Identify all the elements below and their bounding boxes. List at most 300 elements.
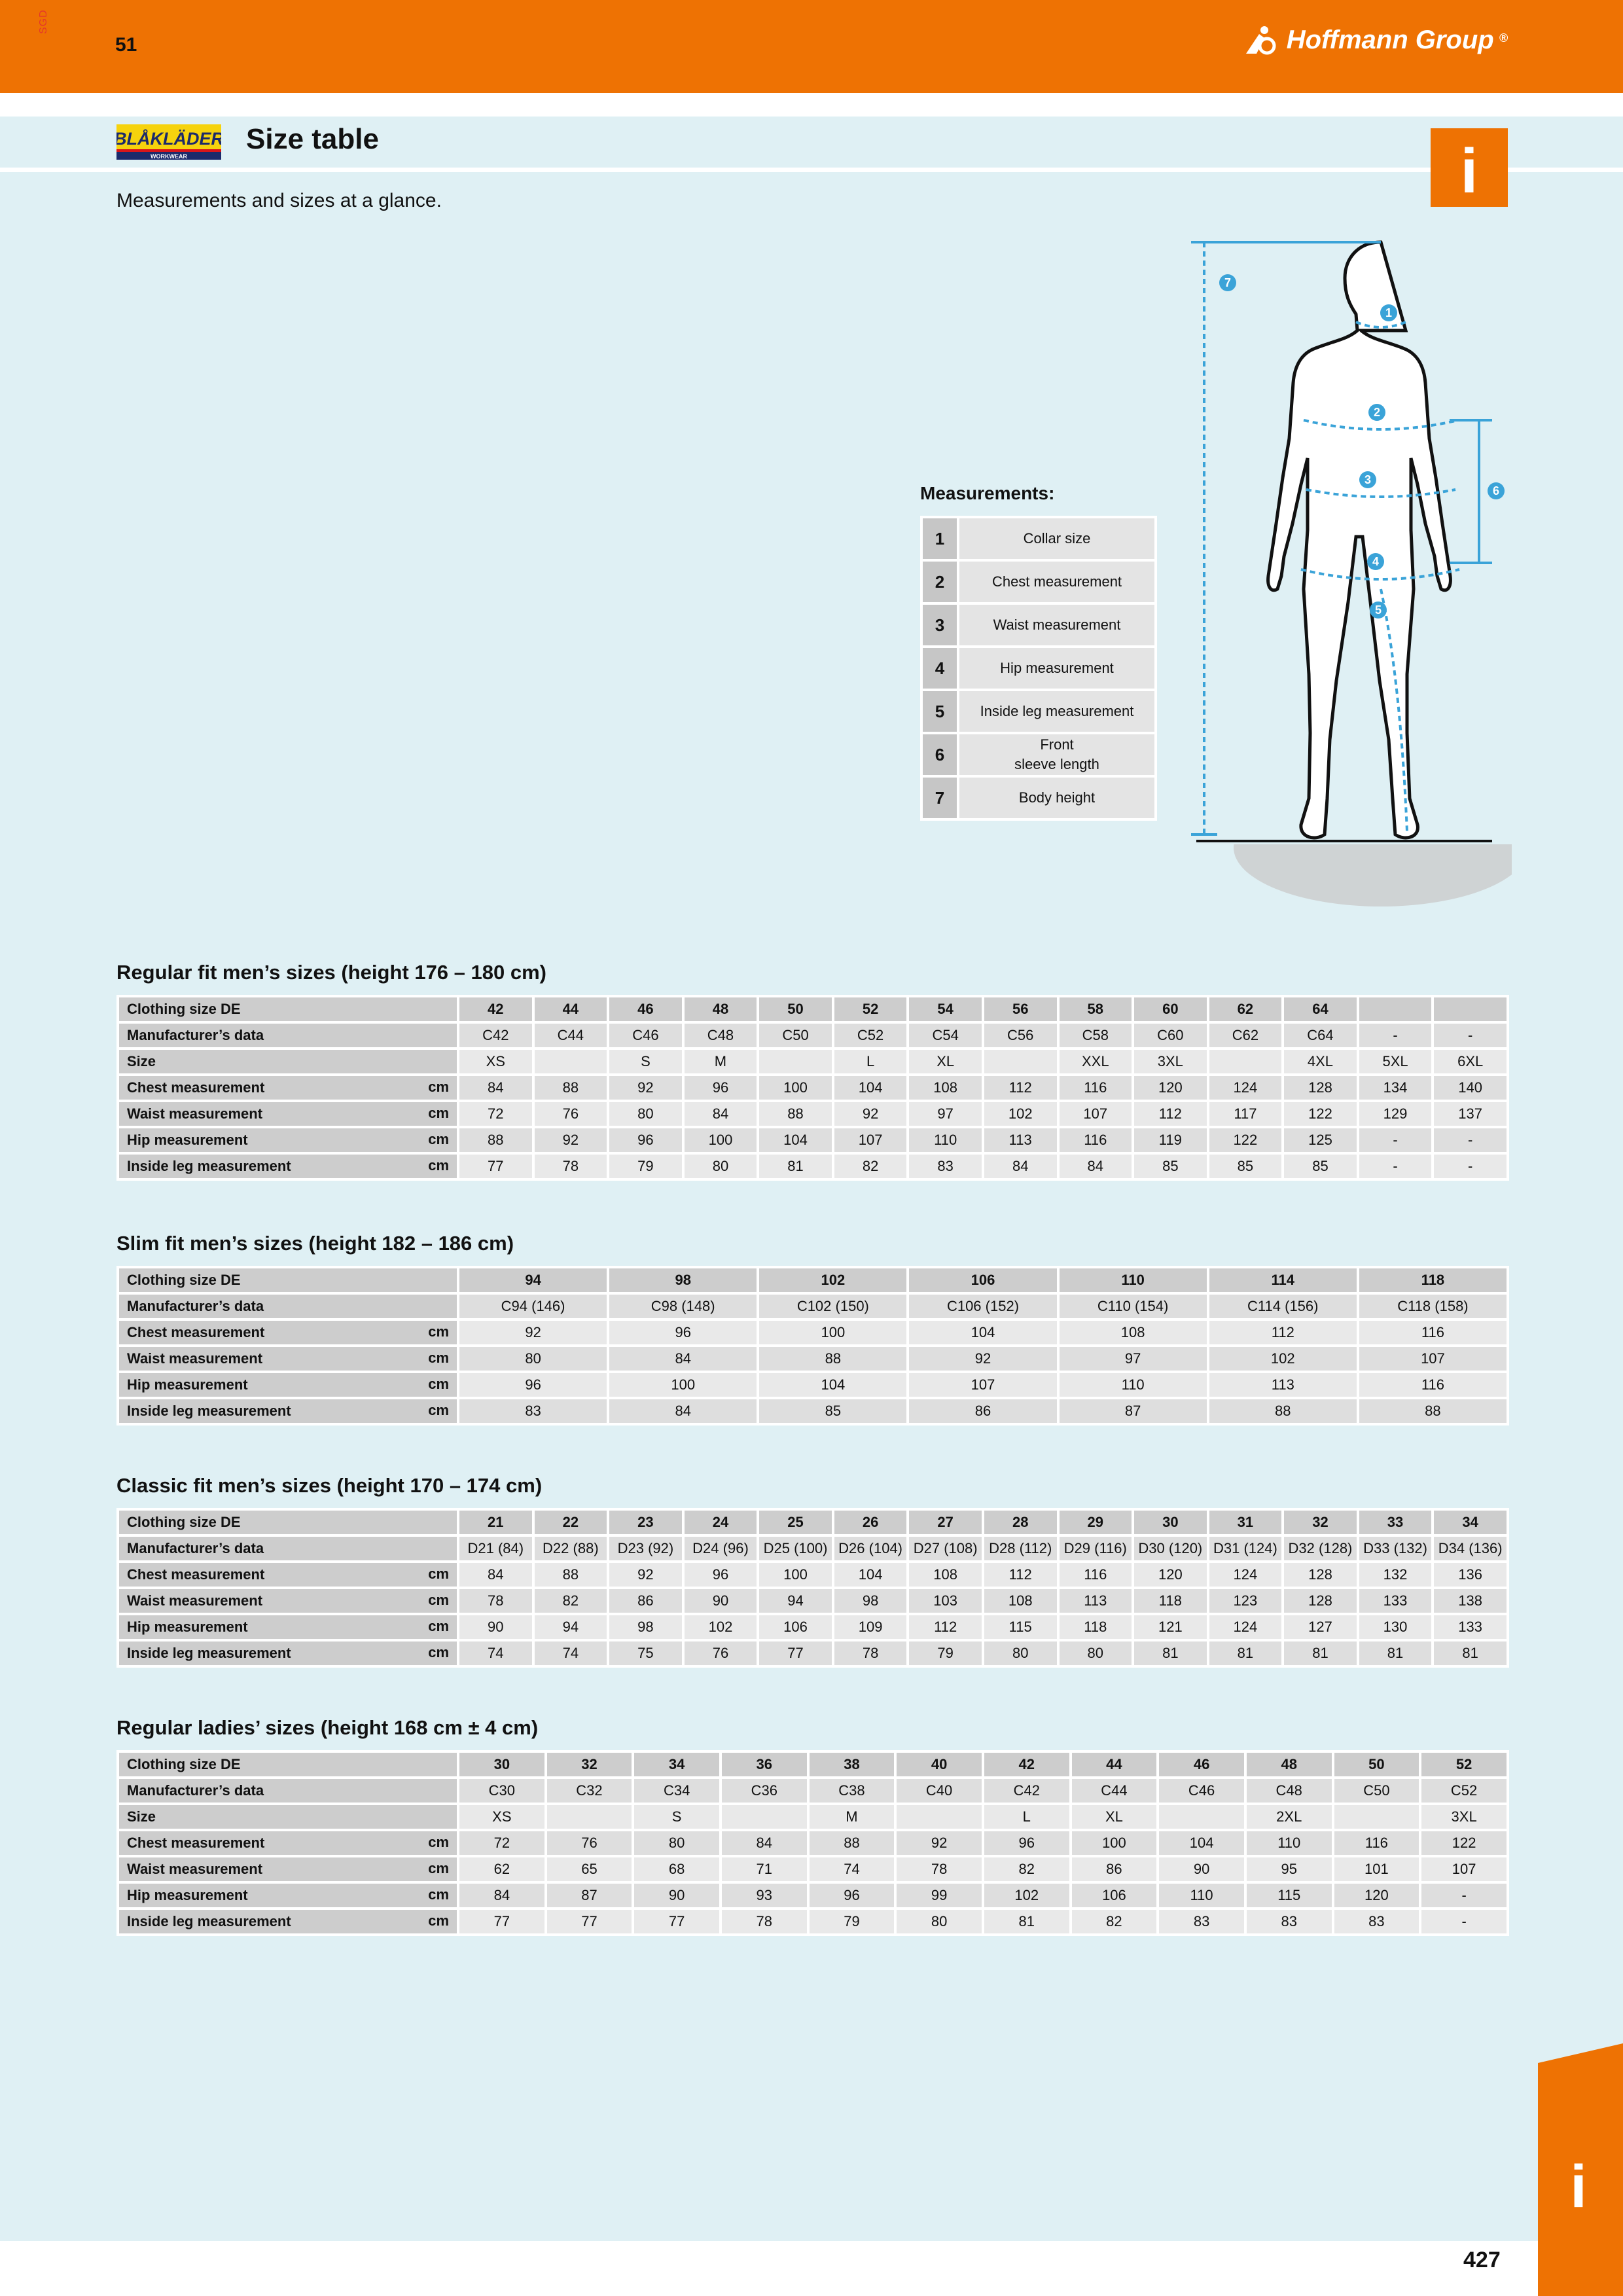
table-cell: 90 xyxy=(683,1588,758,1614)
table-cell: 128 xyxy=(1283,1562,1358,1588)
table-cell: 104 xyxy=(833,1562,908,1588)
table-cell: 42 xyxy=(983,1751,1071,1778)
table-cell: 84 xyxy=(683,1101,758,1127)
table-cell: 2XL xyxy=(1245,1804,1333,1830)
measurement-number: 6 xyxy=(921,733,958,776)
table-cell: 75 xyxy=(608,1640,683,1666)
table-row xyxy=(118,1804,1508,1830)
row-label xyxy=(118,1049,458,1075)
table-cell: S xyxy=(633,1804,721,1830)
table-cell: 85 xyxy=(1208,1153,1283,1179)
unit-label: cm xyxy=(428,1105,449,1121)
table-cell: 102 xyxy=(758,1267,908,1293)
table-cell: 44 xyxy=(1071,1751,1158,1778)
table-cell: 124 xyxy=(1208,1562,1283,1588)
table-cell: 6XL xyxy=(1433,1049,1508,1075)
table-row xyxy=(118,1267,1508,1293)
table-cell: 60 xyxy=(1133,996,1208,1022)
table-cell: 56 xyxy=(983,996,1058,1022)
table-cell: 72 xyxy=(458,1101,533,1127)
table-cell: 38 xyxy=(808,1751,896,1778)
table-cell: 78 xyxy=(533,1153,609,1179)
measurement-number: 1 xyxy=(921,517,958,560)
row-label-text: Hip measurement xyxy=(127,1132,248,1148)
row-label xyxy=(118,1804,458,1830)
table-cell: 62 xyxy=(458,1856,546,1882)
table-cell: 116 xyxy=(1058,1127,1133,1153)
table-cell: 80 xyxy=(633,1830,721,1856)
table-cell: 107 xyxy=(908,1372,1058,1398)
table-cell: - xyxy=(1358,1127,1433,1153)
table-cell: 81 xyxy=(1208,1640,1283,1666)
row-label-text: Size xyxy=(127,1053,156,1069)
unit-label: cm xyxy=(428,1886,449,1903)
row-label-text: Manufacturer’s data xyxy=(127,1027,264,1043)
unit-label: cm xyxy=(428,1079,449,1095)
table-cell: 92 xyxy=(458,1319,608,1346)
table-cell: 116 xyxy=(1358,1319,1508,1346)
table-cell: 88 xyxy=(533,1075,609,1101)
table-cell: 92 xyxy=(608,1075,683,1101)
table-cell: 119 xyxy=(1133,1127,1208,1153)
row-label xyxy=(118,1267,458,1293)
row-label xyxy=(118,1509,458,1535)
row-label-text: Chest measurement xyxy=(127,1324,265,1340)
brand-logo[interactable] xyxy=(1245,25,1508,55)
blaklader-logo-subtext: WORKWEAR xyxy=(151,153,187,160)
unit-label: cm xyxy=(428,1376,449,1392)
table-cell xyxy=(1158,1804,1245,1830)
table-cell xyxy=(1333,1804,1421,1830)
table-row xyxy=(118,1882,1508,1909)
table-cell: 42 xyxy=(458,996,533,1022)
measurement-number: 5 xyxy=(921,690,958,733)
table-cell: 102 xyxy=(1208,1346,1358,1372)
table-cell xyxy=(1358,996,1433,1022)
table-cell: 77 xyxy=(458,1153,533,1179)
table-cell: C42 xyxy=(458,1022,533,1049)
row-label xyxy=(118,1319,458,1346)
table-cell: D30 (120) xyxy=(1133,1535,1208,1562)
table-cell: 28 xyxy=(983,1509,1058,1535)
table-cell: C98 (148) xyxy=(608,1293,758,1319)
table-cell: 125 xyxy=(1283,1127,1358,1153)
ladies-title: Regular ladies’ sizes (height 168 cm ± 4 cm) xyxy=(116,1716,539,1739)
table-cell: 116 xyxy=(1058,1075,1133,1101)
table-cell: C94 (146) xyxy=(458,1293,608,1319)
table-cell: 64 xyxy=(1283,996,1358,1022)
table-cell: 48 xyxy=(683,996,758,1022)
table-cell: - xyxy=(1420,1909,1508,1935)
table-cell: 32 xyxy=(546,1751,633,1778)
table-cell: 118 xyxy=(1058,1614,1133,1640)
table-cell: 110 xyxy=(1245,1830,1333,1856)
table-cell: 96 xyxy=(608,1319,758,1346)
table-row xyxy=(118,1830,1508,1856)
table-cell: 133 xyxy=(1358,1588,1433,1614)
table-cell: 96 xyxy=(608,1127,683,1153)
row-label-text: Inside leg measurement xyxy=(127,1158,291,1174)
info-tab[interactable] xyxy=(1538,2043,1623,2296)
row-label xyxy=(118,1346,458,1372)
row-label xyxy=(118,1075,458,1101)
row-label-text: Clothing size DE xyxy=(127,1001,241,1017)
table-cell: 117 xyxy=(1208,1101,1283,1127)
body-silhouette xyxy=(1268,242,1451,838)
table-cell: 62 xyxy=(1208,996,1283,1022)
table-cell: 133 xyxy=(1433,1614,1508,1640)
table-cell: C52 xyxy=(833,1022,908,1049)
table-cell: C102 (150) xyxy=(758,1293,908,1319)
table-cell: 81 xyxy=(1358,1640,1433,1666)
table-cell: 104 xyxy=(758,1372,908,1398)
table-cell: 92 xyxy=(908,1346,1058,1372)
unit-label: cm xyxy=(428,1402,449,1418)
table-cell: 104 xyxy=(908,1319,1058,1346)
table-cell: 80 xyxy=(458,1346,608,1372)
table-cell: 95 xyxy=(1245,1856,1333,1882)
row-label-text: Inside leg measurement xyxy=(127,1403,291,1419)
row-label-text: Clothing size DE xyxy=(127,1272,241,1288)
table-cell: M xyxy=(808,1804,896,1830)
table-cell xyxy=(721,1804,808,1830)
measurement-number: 3 xyxy=(921,603,958,647)
measurement-label: Chest measurement xyxy=(958,560,1156,603)
measurement-label-line1: Front xyxy=(1040,736,1074,753)
table-cell: 85 xyxy=(1283,1153,1358,1179)
table-cell: D29 (116) xyxy=(1058,1535,1133,1562)
table-cell: - xyxy=(1358,1022,1433,1049)
blaklader-logo xyxy=(116,124,221,160)
table-row xyxy=(118,1909,1508,1935)
table-cell: 107 xyxy=(1058,1101,1133,1127)
row-label xyxy=(118,1588,458,1614)
table-cell: C36 xyxy=(721,1778,808,1804)
table-cell: 98 xyxy=(833,1588,908,1614)
measurement-label: Waist measurement xyxy=(958,603,1156,647)
table-cell: 113 xyxy=(1058,1588,1133,1614)
table-cell: 93 xyxy=(721,1882,808,1909)
table-cell: 90 xyxy=(458,1614,533,1640)
table-cell: 83 xyxy=(1333,1909,1421,1935)
table-cell: 106 xyxy=(908,1267,1058,1293)
table-cell: 80 xyxy=(1058,1640,1133,1666)
table-cell: 112 xyxy=(983,1075,1058,1101)
table-cell: 100 xyxy=(683,1127,758,1153)
table-cell: 96 xyxy=(983,1830,1071,1856)
table-cell: 106 xyxy=(1071,1882,1158,1909)
measurement-row xyxy=(921,560,1156,603)
row-label xyxy=(118,1614,458,1640)
table-cell: 83 xyxy=(458,1398,608,1424)
table-cell: 80 xyxy=(983,1640,1058,1666)
table-cell: XS xyxy=(458,1804,546,1830)
table-cell: D27 (108) xyxy=(908,1535,983,1562)
table-cell: 76 xyxy=(683,1640,758,1666)
table-cell: 107 xyxy=(1420,1856,1508,1882)
table-cell: 137 xyxy=(1433,1101,1508,1127)
unit-label: cm xyxy=(428,1834,449,1850)
table-row xyxy=(118,1372,1508,1398)
table-cell: 86 xyxy=(608,1588,683,1614)
row-label-text: Chest measurement xyxy=(127,1835,265,1851)
table-cell: 30 xyxy=(1133,1509,1208,1535)
table-row xyxy=(118,1049,1508,1075)
table-cell: 21 xyxy=(458,1509,533,1535)
table-cell: 107 xyxy=(833,1127,908,1153)
table-cell: 88 xyxy=(1358,1398,1508,1424)
table-cell: D24 (96) xyxy=(683,1535,758,1562)
row-label-text: Inside leg measurement xyxy=(127,1645,291,1661)
brand-name: Hoffmann Group xyxy=(1286,25,1494,54)
table-cell: 78 xyxy=(721,1909,808,1935)
table-cell: 88 xyxy=(458,1127,533,1153)
marker-3: 3 xyxy=(1364,473,1372,486)
table-cell: D25 (100) xyxy=(758,1535,833,1562)
table-cell: 86 xyxy=(908,1398,1058,1424)
slim-men-title: Slim fit men’s sizes (height 182 – 186 cm) xyxy=(116,1232,514,1255)
table-cell: 44 xyxy=(533,996,609,1022)
table-cell: 84 xyxy=(608,1398,758,1424)
table-cell: 92 xyxy=(833,1101,908,1127)
table-row xyxy=(118,1588,1508,1614)
table-cell: 80 xyxy=(683,1153,758,1179)
table-cell: 71 xyxy=(721,1856,808,1882)
row-label-text: Inside leg measurement xyxy=(127,1913,291,1929)
table-cell: 74 xyxy=(533,1640,609,1666)
table-cell: 118 xyxy=(1133,1588,1208,1614)
row-label-text: Waist measurement xyxy=(127,1861,263,1877)
table-row xyxy=(118,996,1508,1022)
table-cell: 82 xyxy=(1071,1909,1158,1935)
row-label xyxy=(118,1640,458,1666)
table-cell: 100 xyxy=(758,1319,908,1346)
table-cell: 30 xyxy=(458,1751,546,1778)
brand-registered-mark: ® xyxy=(1499,31,1508,45)
table-cell: 58 xyxy=(1058,996,1133,1022)
table-cell: 104 xyxy=(833,1075,908,1101)
table-cell: 112 xyxy=(908,1614,983,1640)
table-cell: 118 xyxy=(1358,1267,1508,1293)
table-cell: - xyxy=(1433,1022,1508,1049)
measurements-title: Measurements: xyxy=(920,483,1055,503)
table-cell: 108 xyxy=(908,1075,983,1101)
table-cell: C114 (156) xyxy=(1208,1293,1358,1319)
table-cell: 81 xyxy=(1433,1640,1508,1666)
table-cell: 79 xyxy=(608,1153,683,1179)
table-cell: 134 xyxy=(1358,1075,1433,1101)
table-cell: C44 xyxy=(533,1022,609,1049)
row-label xyxy=(118,1398,458,1424)
table-cell: 90 xyxy=(1158,1856,1245,1882)
table-cell: 132 xyxy=(1358,1562,1433,1588)
table-cell: 108 xyxy=(1058,1319,1208,1346)
table-cell: 110 xyxy=(1058,1267,1208,1293)
unit-label: cm xyxy=(428,1618,449,1634)
table-cell: 102 xyxy=(983,1101,1058,1127)
table-row xyxy=(118,1319,1508,1346)
row-label xyxy=(118,1909,458,1935)
table-cell: 46 xyxy=(608,996,683,1022)
table-cell: 92 xyxy=(608,1562,683,1588)
floor-mask xyxy=(1224,785,1512,844)
table-cell: 113 xyxy=(1208,1372,1358,1398)
table-cell: - xyxy=(1433,1127,1508,1153)
table-cell: D23 (92) xyxy=(608,1535,683,1562)
table-cell: 115 xyxy=(983,1614,1058,1640)
table-cell: D22 (88) xyxy=(533,1535,609,1562)
row-label xyxy=(118,1856,458,1882)
table-row xyxy=(118,1509,1508,1535)
table-cell: 74 xyxy=(458,1640,533,1666)
table-row xyxy=(118,1022,1508,1049)
footer-bar xyxy=(0,2241,1538,2296)
table-row xyxy=(118,1856,1508,1882)
table-row xyxy=(118,1346,1508,1372)
table-cell: 97 xyxy=(1058,1346,1208,1372)
table-cell xyxy=(533,1049,609,1075)
table-cell: 112 xyxy=(1133,1101,1208,1127)
table-cell: C46 xyxy=(1158,1778,1245,1804)
table-row xyxy=(118,1778,1508,1804)
table-cell: D34 (136) xyxy=(1433,1535,1508,1562)
table-cell xyxy=(758,1049,833,1075)
table-row xyxy=(118,1293,1508,1319)
table-cell: 84 xyxy=(458,1075,533,1101)
title-bar xyxy=(0,117,1623,172)
table-cell: C54 xyxy=(908,1022,983,1049)
measurement-row xyxy=(921,647,1156,690)
table-cell: 24 xyxy=(683,1509,758,1535)
table-cell: C34 xyxy=(633,1778,721,1804)
table-cell: D31 (124) xyxy=(1208,1535,1283,1562)
table-cell: C46 xyxy=(608,1022,683,1049)
measurement-label: Hip measurement xyxy=(958,647,1156,690)
table-cell: 3XL xyxy=(1133,1049,1208,1075)
table-cell: 129 xyxy=(1358,1101,1433,1127)
table-cell: 22 xyxy=(533,1509,609,1535)
table-row xyxy=(118,1075,1508,1101)
table-cell: 76 xyxy=(533,1101,609,1127)
table-cell: 124 xyxy=(1208,1614,1283,1640)
row-label-text: Hip measurement xyxy=(127,1887,248,1903)
unit-label: cm xyxy=(428,1592,449,1608)
table-cell: 84 xyxy=(721,1830,808,1856)
row-label xyxy=(118,1153,458,1179)
table-cell: 88 xyxy=(533,1562,609,1588)
row-label xyxy=(118,1022,458,1049)
measurement-number: 4 xyxy=(921,647,958,690)
row-label-text: Manufacturer’s data xyxy=(127,1298,264,1314)
table-cell: 109 xyxy=(833,1614,908,1640)
table-cell: 97 xyxy=(908,1101,983,1127)
hoffmann-logo-icon xyxy=(1245,25,1281,55)
table-cell xyxy=(546,1804,633,1830)
table-cell: L xyxy=(833,1049,908,1075)
unit-label: cm xyxy=(428,1912,449,1929)
table-cell: 27 xyxy=(908,1509,983,1535)
table-cell: 103 xyxy=(908,1588,983,1614)
table-cell: 104 xyxy=(758,1127,833,1153)
table-cell: 88 xyxy=(1208,1398,1358,1424)
table-cell: 50 xyxy=(1333,1751,1421,1778)
table-cell: D21 (84) xyxy=(458,1535,533,1562)
table-cell: 122 xyxy=(1283,1101,1358,1127)
unit-label: cm xyxy=(428,1566,449,1582)
header-divider xyxy=(0,93,1623,117)
table-cell: C56 xyxy=(983,1022,1058,1049)
table-cell: XL xyxy=(908,1049,983,1075)
table-cell: C48 xyxy=(1245,1778,1333,1804)
table-cell: 33 xyxy=(1358,1509,1433,1535)
page-subtitle: Measurements and sizes at a glance. xyxy=(116,190,442,211)
table-cell: 120 xyxy=(1333,1882,1421,1909)
table-cell: 85 xyxy=(758,1398,908,1424)
table-cell: 65 xyxy=(546,1856,633,1882)
table-cell: 52 xyxy=(1420,1751,1508,1778)
table-cell: 112 xyxy=(1208,1319,1358,1346)
table-cell: 34 xyxy=(633,1751,721,1778)
row-label xyxy=(118,1127,458,1153)
table-cell: 81 xyxy=(758,1153,833,1179)
table-cell: 115 xyxy=(1245,1882,1333,1909)
table-cell: 76 xyxy=(546,1830,633,1856)
table-cell: 40 xyxy=(895,1751,983,1778)
table-cell: 107 xyxy=(1358,1346,1508,1372)
table-cell: 82 xyxy=(833,1153,908,1179)
table-cell: 100 xyxy=(1071,1830,1158,1856)
row-label-text: Chest measurement xyxy=(127,1079,265,1096)
table-cell: D32 (128) xyxy=(1283,1535,1358,1562)
table-cell: 136 xyxy=(1433,1562,1508,1588)
table-cell: 100 xyxy=(758,1075,833,1101)
table-row xyxy=(118,1751,1508,1778)
table-cell: 96 xyxy=(683,1075,758,1101)
table-cell: 80 xyxy=(608,1101,683,1127)
table-cell: 110 xyxy=(1158,1882,1245,1909)
table-cell: C60 xyxy=(1133,1022,1208,1049)
table-cell: 106 xyxy=(758,1614,833,1640)
table-cell: 94 xyxy=(533,1614,609,1640)
table-cell: C110 (154) xyxy=(1058,1293,1208,1319)
table-cell: 77 xyxy=(758,1640,833,1666)
table-cell: 77 xyxy=(458,1909,546,1935)
table-cell: - xyxy=(1433,1153,1508,1179)
table-cell: 85 xyxy=(1133,1153,1208,1179)
table-cell: 74 xyxy=(808,1856,896,1882)
blaklader-logo-text: BLÅKLÄDER xyxy=(116,129,221,149)
classic-men-size-table xyxy=(116,1508,1509,1668)
measurement-number: 7 xyxy=(921,776,958,819)
table-cell: 78 xyxy=(833,1640,908,1666)
table-cell: 87 xyxy=(1058,1398,1208,1424)
classic-men-title: Classic fit men’s sizes (height 170 – 174 cm) xyxy=(116,1474,543,1497)
table-cell: 122 xyxy=(1208,1127,1283,1153)
table-cell: 123 xyxy=(1208,1588,1283,1614)
marker-6: 6 xyxy=(1492,484,1500,497)
row-label-text: Waist measurement xyxy=(127,1105,263,1122)
table-cell: C58 xyxy=(1058,1022,1133,1049)
row-label-text: Chest measurement xyxy=(127,1566,265,1583)
table-cell: 25 xyxy=(758,1509,833,1535)
measurement-label: Body height xyxy=(958,776,1156,819)
table-cell: C30 xyxy=(458,1778,546,1804)
table-cell: 116 xyxy=(1333,1830,1421,1856)
table-cell: 128 xyxy=(1283,1588,1358,1614)
table-cell: 34 xyxy=(1433,1509,1508,1535)
table-cell: 98 xyxy=(608,1614,683,1640)
measurement-label: Collar size xyxy=(958,517,1156,560)
